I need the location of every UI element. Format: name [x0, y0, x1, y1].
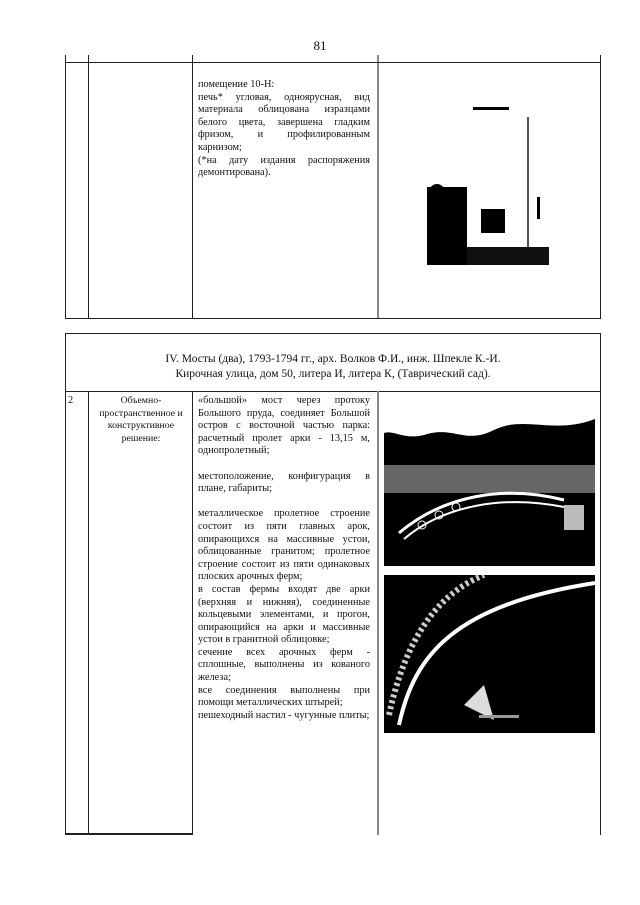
row-category: Объемно-пространственное и конструктивное решение: [99, 395, 183, 444]
stove-photo [427, 97, 549, 265]
section-heading: IV. Мосты (два), 1793-1794 гг., арх. Волков Ф.И., инж. Шпекле К.-И. Кирочная улица, дом 50, литера И, литера К, (Таврический сад). [165, 353, 501, 380]
bridge-photo-overview [384, 405, 595, 566]
page-number: 81 [313, 38, 327, 53]
row-number: 2 [68, 395, 74, 406]
stove-description: помещение 10-Н: печь* угловая, одноярусная, вид материала облицована изразцами белого цвета, завершена гладким фризом, и профилированным карнизом; (*на дату издания распоряжения демонтирована). [198, 79, 370, 179]
bridge-description: «большой» мост через протоку Большого пруда, соединяет Большой остров с восточной частью парка: расчетный пролет арки - 13,15 м, однопролетный; местоположение, конфигурация в плане, габариты; металлическое пролетное строение состоит из пяти главных арок, опирающихся на массивные устои, облицованные гранитом; пролетное строение состоит из пяти одинаковых плоских арочных ферм; в состав фермы входят две арки (верхняя и нижняя), соединенные кольцевыми элементами, и прогон, опирающийся на арки и массивные устои в гранитной облицовке; сечение всех арочных ферм - сплошные, выполнены из кованого железа; все соединения выполнены при помощи металлических штырей; пешеходный настил - чугунные плиты; [198, 395, 370, 721]
bridge-photo-arch [384, 575, 595, 733]
